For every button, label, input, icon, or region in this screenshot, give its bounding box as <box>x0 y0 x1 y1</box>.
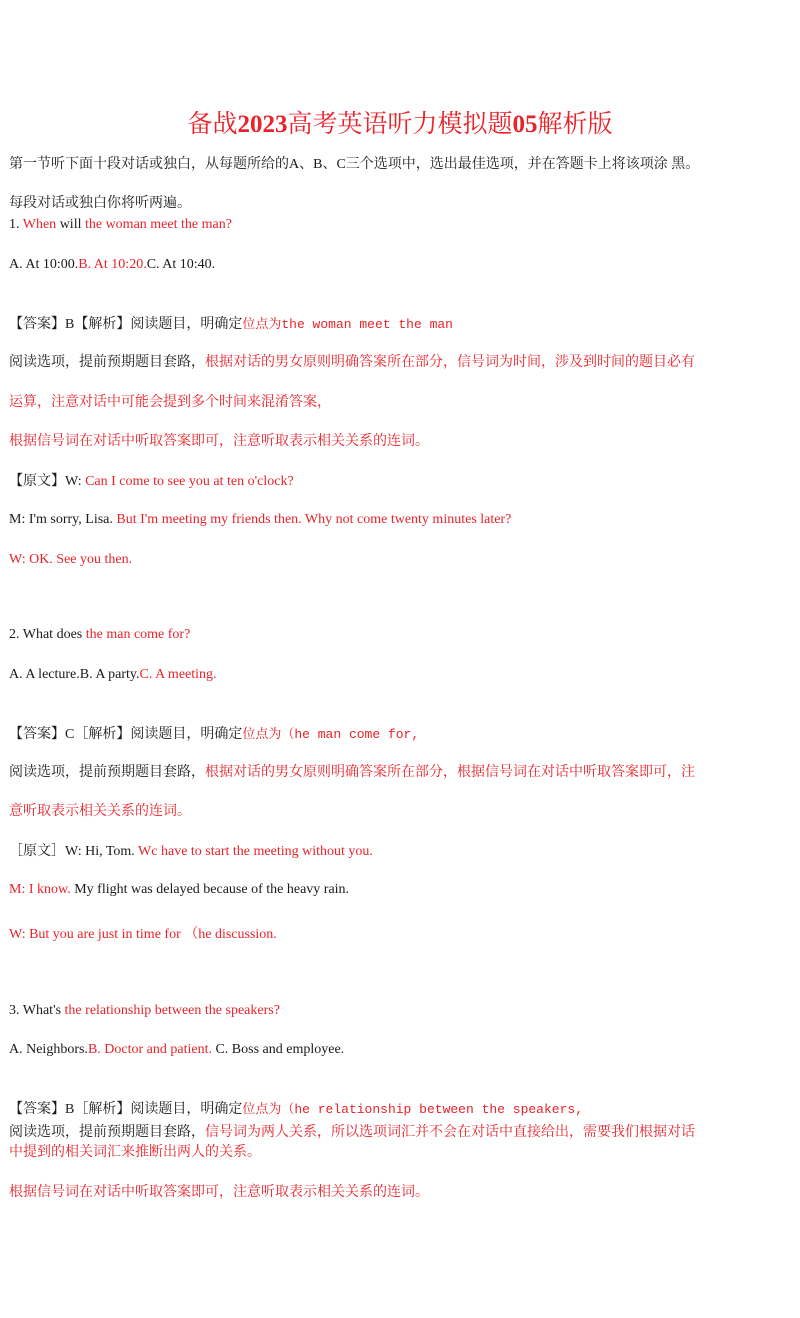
explanation-3-line-3: 根据信号词在对话中听取答案即可，注意听取表示相关关系的连词。 <box>9 1185 429 1200</box>
transcript-2-w-end: W: But you are just in time for （he discussion. <box>9 927 277 942</box>
transcript-2-m: M: I know. My flight was delayed because of the heavy rain. <box>9 882 350 897</box>
question-2-options: A. A lecture.B. A party.C. A meeting. <box>9 667 217 682</box>
transcript-1-m: M: I'm sorry, Lisa. But I'm meeting my friends then. Why not come twenty minutes later? <box>9 512 512 527</box>
explanation-2-line-2: 意听取表示相关关系的连词。 <box>9 804 191 819</box>
transcript-1-w-end: W: OK. See you then. <box>9 552 133 567</box>
intro-line-2: 每段对话或独白你将听两遍。 <box>9 196 191 211</box>
intro-line-1: 第一节听下面十段对话或独白，从每题所给的A、B、C三个选项中，选出最佳选项，并在答题卡上将该项涂 黑。 <box>9 157 700 172</box>
transcript-1-w: 【原文】W: Can I come to see you at ten o'clock? <box>9 474 294 489</box>
page-title: 备战2023高考英语听力模拟题05解析版 <box>187 111 613 138</box>
answer-1: 【答案】B【解析】阅读题目，明确定位点为the woman meet the man <box>9 317 453 332</box>
explanation-3-line-2: 中提到的相关词汇来推断出两人的关系。 <box>9 1145 261 1160</box>
explanation-1-line-2: 运算，注意对话中可能会提到多个时间来混淆答案， <box>9 395 331 410</box>
question-1-options: A. At 10:00.B. At 10:20.C. At 10:40. <box>9 257 216 272</box>
explanation-1-line-3: 根据信号词在对话中听取答案即可，注意听取表示相关关系的连词。 <box>9 434 429 449</box>
explanation-2-line-1: 阅读选项，提前预期题目套路，根据对话的男女原则明确答案所在部分，根据信号词在对话中听取答案即可，注 <box>9 765 695 780</box>
explanation-1-line-1: 阅读选项，提前预期题目套路，根据对话的男女原则明确答案所在部分，信号词为时间，涉及到时间的题目必有 <box>9 355 695 370</box>
question-1: 1. When will the woman meet the man? <box>9 217 232 232</box>
answer-3: 【答案】B［解析】阅读题目，明确定位点为（he relationship between the speakers, <box>9 1102 583 1117</box>
explanation-3-line-1: 阅读选项，提前预期题目套路，信号词为两人关系，所以选项词汇并不会在对话中直接给出，需要我们根据对话 <box>9 1125 695 1140</box>
question-3-options: A. Neighbors.B. Doctor and patient. C. Boss and employee. <box>9 1042 345 1057</box>
transcript-2-w: ［原文］W: Hi, Tom. Wc have to start the meeting without you. <box>9 844 373 859</box>
answer-2: 【答案】C［解析】阅读题目，明确定位点为（he man come for, <box>9 727 420 742</box>
question-3: 3. What's the relationship between the speakers? <box>9 1003 280 1018</box>
question-2: 2. What does the man come for? <box>9 627 191 642</box>
